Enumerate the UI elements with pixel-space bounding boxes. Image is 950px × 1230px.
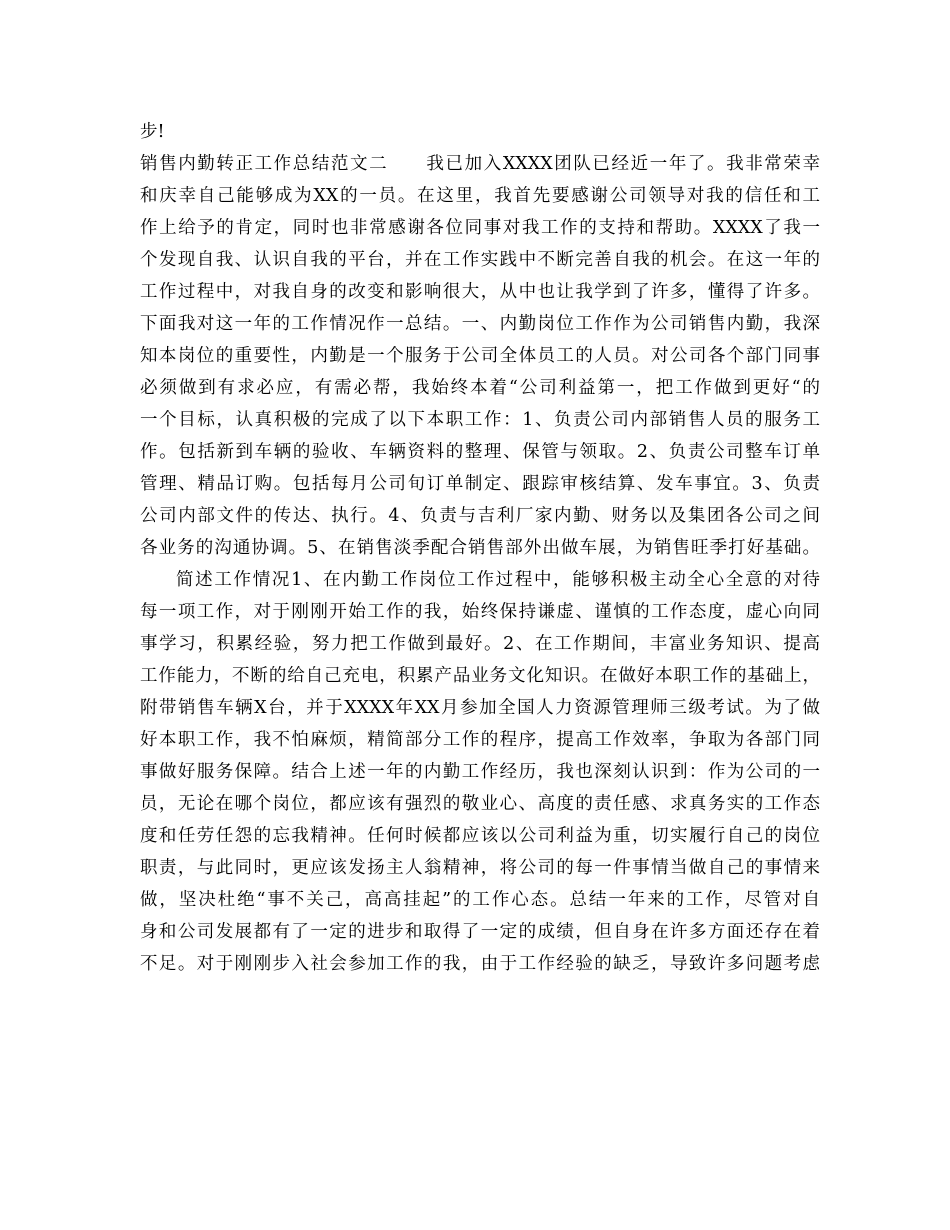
text-line: 每一项工作，对于刚刚开始工作的我，始终保持谦虚、谨慎的工作态度，虚心向同: [140, 602, 820, 622]
text-line: 公司内部文件的传达、执行。4、负责与吉利厂家内勤、财务以及集团各公司之间: [140, 506, 820, 526]
text-line: 必须做到有求必应，有需必帮，我始终本着“公司利益第一，把工作做到更好“的: [140, 378, 820, 398]
text-line: 管理、精品订购。包括每月公司旬订单制定、跟踪审核结算、发车事宜。3、负责: [140, 474, 820, 494]
text-line: 事学习，积累经验，努力把工作做到最好。2、在工作期间，丰富业务知识、提高: [140, 634, 820, 654]
text-line: 职责，与此同时，更应该发扬主人翁精神，将公司的每一件事情当做自己的事情来: [140, 858, 820, 878]
text-line: 附带销售车辆X台，并于XXXX年XX月参加全国人力资源管理师三级考试。为了做: [140, 698, 820, 718]
text-line: 事做好服务保障。结合上述一年的内勤工作经历，我也深刻认识到：作为公司的一: [140, 762, 820, 782]
text-line: 一个目标，认真积极的完成了以下本职工作：1、负责公司内部销售人员的服务工: [140, 410, 820, 430]
text-line: 下面我对这一年的工作情况作一总结。一、内勤岗位工作作为公司销售内勤，我深: [140, 314, 820, 334]
text-line: 销售内勤转正工作总结范文二 我已加入XXXX团队已经近一年了。我非常荣幸: [140, 154, 820, 174]
paragraph-first-line: 简述工作情况1、在内勤工作岗位工作过程中，能够积极主动全心全意的对待: [176, 570, 820, 590]
text-line: 工作能力，不断的给自己充电，积累产品业务文化知识。在做好本职工作的基础上，: [140, 666, 820, 686]
text-line: 好本职工作，我不怕麻烦，精简部分工作的程序，提高工作效率，争取为各部门同: [140, 730, 820, 750]
text-line: 步!: [140, 122, 165, 142]
text-line: 知本岗位的重要性，内勤是一个服务于公司全体员工的人员。对公司各个部门同事: [140, 346, 820, 366]
text-line: 作上给予的肯定，同时也非常感谢各位同事对我工作的支持和帮助。XXXX了我一: [140, 218, 820, 238]
text-line: 度和任劳任怨的忘我精神。任何时候都应该以公司利益为重，切实履行自己的岗位: [140, 826, 820, 846]
document-body: [140, 116, 820, 980]
text-line: 个发现自我、认识自我的平台，并在工作实践中不断完善自我的机会。在这一年的: [140, 250, 820, 270]
text-line: 不足。对于刚刚步入社会参加工作的我，由于工作经验的缺乏，导致许多问题考虑: [140, 954, 820, 974]
text-line: 作。包括新到车辆的验收、车辆资料的整理、保管与领取。2、负责公司整车订单: [140, 442, 820, 462]
text-line: 和庆幸自己能够成为XX的一员。在这里，我首先要感谢公司领导对我的信任和工: [140, 186, 820, 206]
text-line: 身和公司发展都有了一定的进步和取得了一定的成绩，但自身在许多方面还存在着: [140, 922, 820, 942]
text-line: 工作过程中，对我自身的改变和影响很大，从中也让我学到了许多，懂得了许多。: [140, 282, 820, 302]
text-line: 做，坚决杜绝“事不关己，高高挂起”的工作心态。总结一年来的工作，尽管对自: [140, 890, 820, 910]
text-line: 各业务的沟通协调。5、在销售淡季配合销售部外出做车展，为销售旺季打好基础。: [140, 538, 820, 558]
text-line: 员，无论在哪个岗位，都应该有强烈的敬业心、高度的责任感、求真务实的工作态: [140, 794, 820, 814]
